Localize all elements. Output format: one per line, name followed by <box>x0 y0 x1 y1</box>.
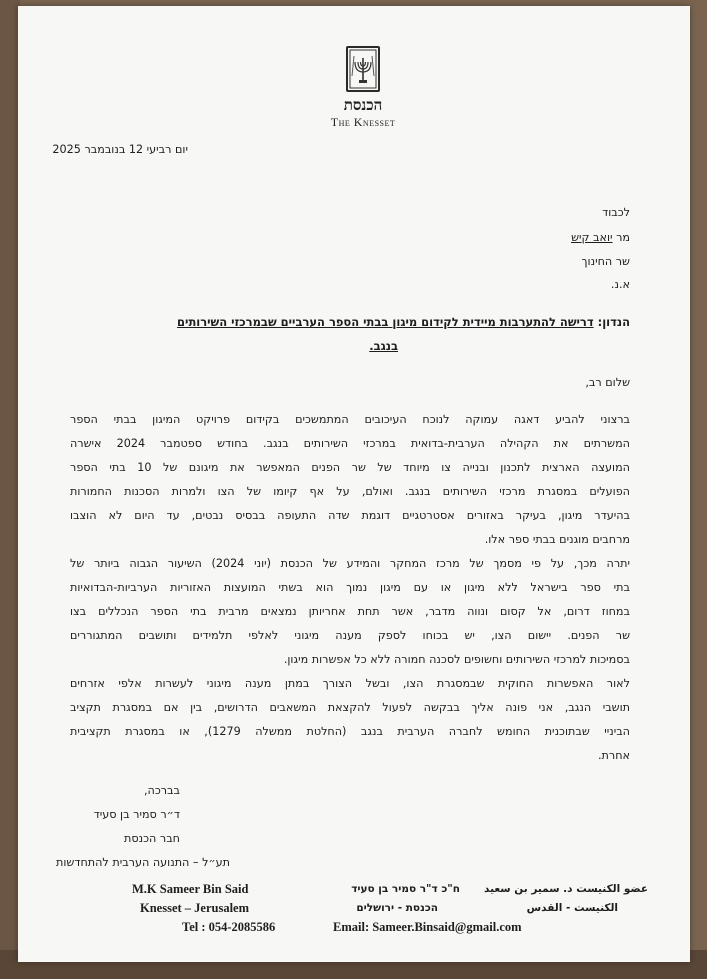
subject-label: הנדון: <box>597 315 630 329</box>
recipient-name-text: יואב קיש <box>571 231 613 244</box>
greeting: שלום רב, <box>585 376 630 389</box>
recipient-position: שר החינוך <box>581 255 630 268</box>
footer-telephone: Tel : 054-2085586 <box>182 920 276 934</box>
body-line: מרחבים מוגנים בבתי ספר אלו. <box>484 533 630 546</box>
body-line: לאור האפשרות החוקית שבמסגרת הצו, ובשל הצורך במתן מענה מיגוני לעשרות אלפי אזרחים <box>70 677 630 690</box>
footer-email: Email: Sameer.Binsaid@gmail.com <box>333 920 522 934</box>
closing-signer-party: תע״ל – התנועה הערבית להתחדשות <box>56 856 230 869</box>
body-line: בסמיכות למרכזי השירותים וחשופים לסכנה חמורה ללא כל אפשרות מיגון. <box>283 653 630 666</box>
subject-text-2: בנגב. <box>369 339 398 353</box>
body-line: הביניי שבתוכנית החומש לחברה הערבית בנגב (החלטת ממשלה 1279), או במסגרת תקציבית <box>70 725 630 738</box>
body-line: הפועלים במסגרת מרכזי השירותים בנגב. ואולם, על אף קיומו של הצו ולמרות הסכנות החמורות <box>70 485 630 498</box>
recipient-title: מר <box>612 231 630 244</box>
footer-arabic-name: عضو الكنيست د. سمير بن سعيد <box>484 883 648 895</box>
body-line: במחוז דרום, אל קסום ונווה מדבר, אשר תחת אחריותן נמצאים מרבית בתי הספר הנכללים בצו <box>70 605 630 618</box>
closing-signer-title: חבר הכנסת <box>124 832 180 845</box>
subject-text-1: דרישה להתערבות מיידית לקידום מיגון בבתי הספר הערביים שבמרכזי השירותים <box>177 315 594 329</box>
body-line: בהיעדר מיגון, בעיקר באזורים אסטרטגיים דוגמת שדה התעופה בבסיס נבטים, עד היום לא הוצבו <box>70 509 630 522</box>
body-line: בתי ספר בישראל ללא מיגון או עם מיגון נמוך הוא בשתי המועצות האזוריות הערביות-הבדואיות <box>70 581 630 594</box>
knesset-emblem-icon <box>346 46 380 92</box>
body-line: שר הפנים. יישום הצו, יש בכוחו לספק מענה מיגוני לאלפי תלמידים ותושבים המתגוררים <box>70 629 630 642</box>
footer-arabic-place: الكنيست - القدس <box>526 902 618 914</box>
recipient-salutation: לכבוד <box>602 206 630 219</box>
footer-english-place: Knesset – Jerusalem <box>140 901 250 915</box>
letterhead-title-english: The Knesset <box>330 115 396 129</box>
subject-line-2 <box>298 339 398 353</box>
recipient-honorific: א.נ. <box>610 278 630 291</box>
body-line: יתרה מכך, על פי מסמך של מרכז המחקר והמידע של הכנסת (יוני 2024) השיעור הגבוה ביותר של <box>70 557 630 570</box>
body-line: תושבי הנגב, אני פונה אליך בבקשה לפעול להקצאת המשאבים הדרושים, בין אם במסגרת תקציב <box>70 701 630 714</box>
letter-date: יום רביעי 12 בנובמבר 2025 <box>52 143 188 156</box>
body-line: אחרת. <box>597 749 630 762</box>
letterhead-title-hebrew: הכנסת <box>343 96 383 114</box>
footer-english-name: M.K Sameer Bin Said <box>132 882 249 896</box>
closing-regards: בברכה, <box>143 784 180 797</box>
footer-hebrew-name: ח"כ ד"ר סמיר בן סעיד <box>351 883 460 895</box>
letter-paper <box>18 6 690 962</box>
subject-line-1 <box>60 315 630 329</box>
body-line: המועצה הארצית לתכנון ובנייה צו מיוחד של שר הפנים המאפשר את מיגונם של 10 בתי הספר <box>70 461 630 474</box>
recipient-name <box>430 231 630 244</box>
body-line: המשרתים את הקהילה הערבית-בדואית במרכזי השירותים בנגב. בחודש ספטמבר 2024 אישרה <box>70 437 630 450</box>
footer-hebrew-place: הכנסת - ירושלים <box>356 902 438 914</box>
body-line: ברצוני להביע דאגה עמוקה לנוכח העיכובים המתמשכים בקידום פרויקט המיגון בבתי הספר <box>70 413 630 426</box>
closing-signer-name: ד״ר סמיר בן סעיד <box>93 808 180 821</box>
